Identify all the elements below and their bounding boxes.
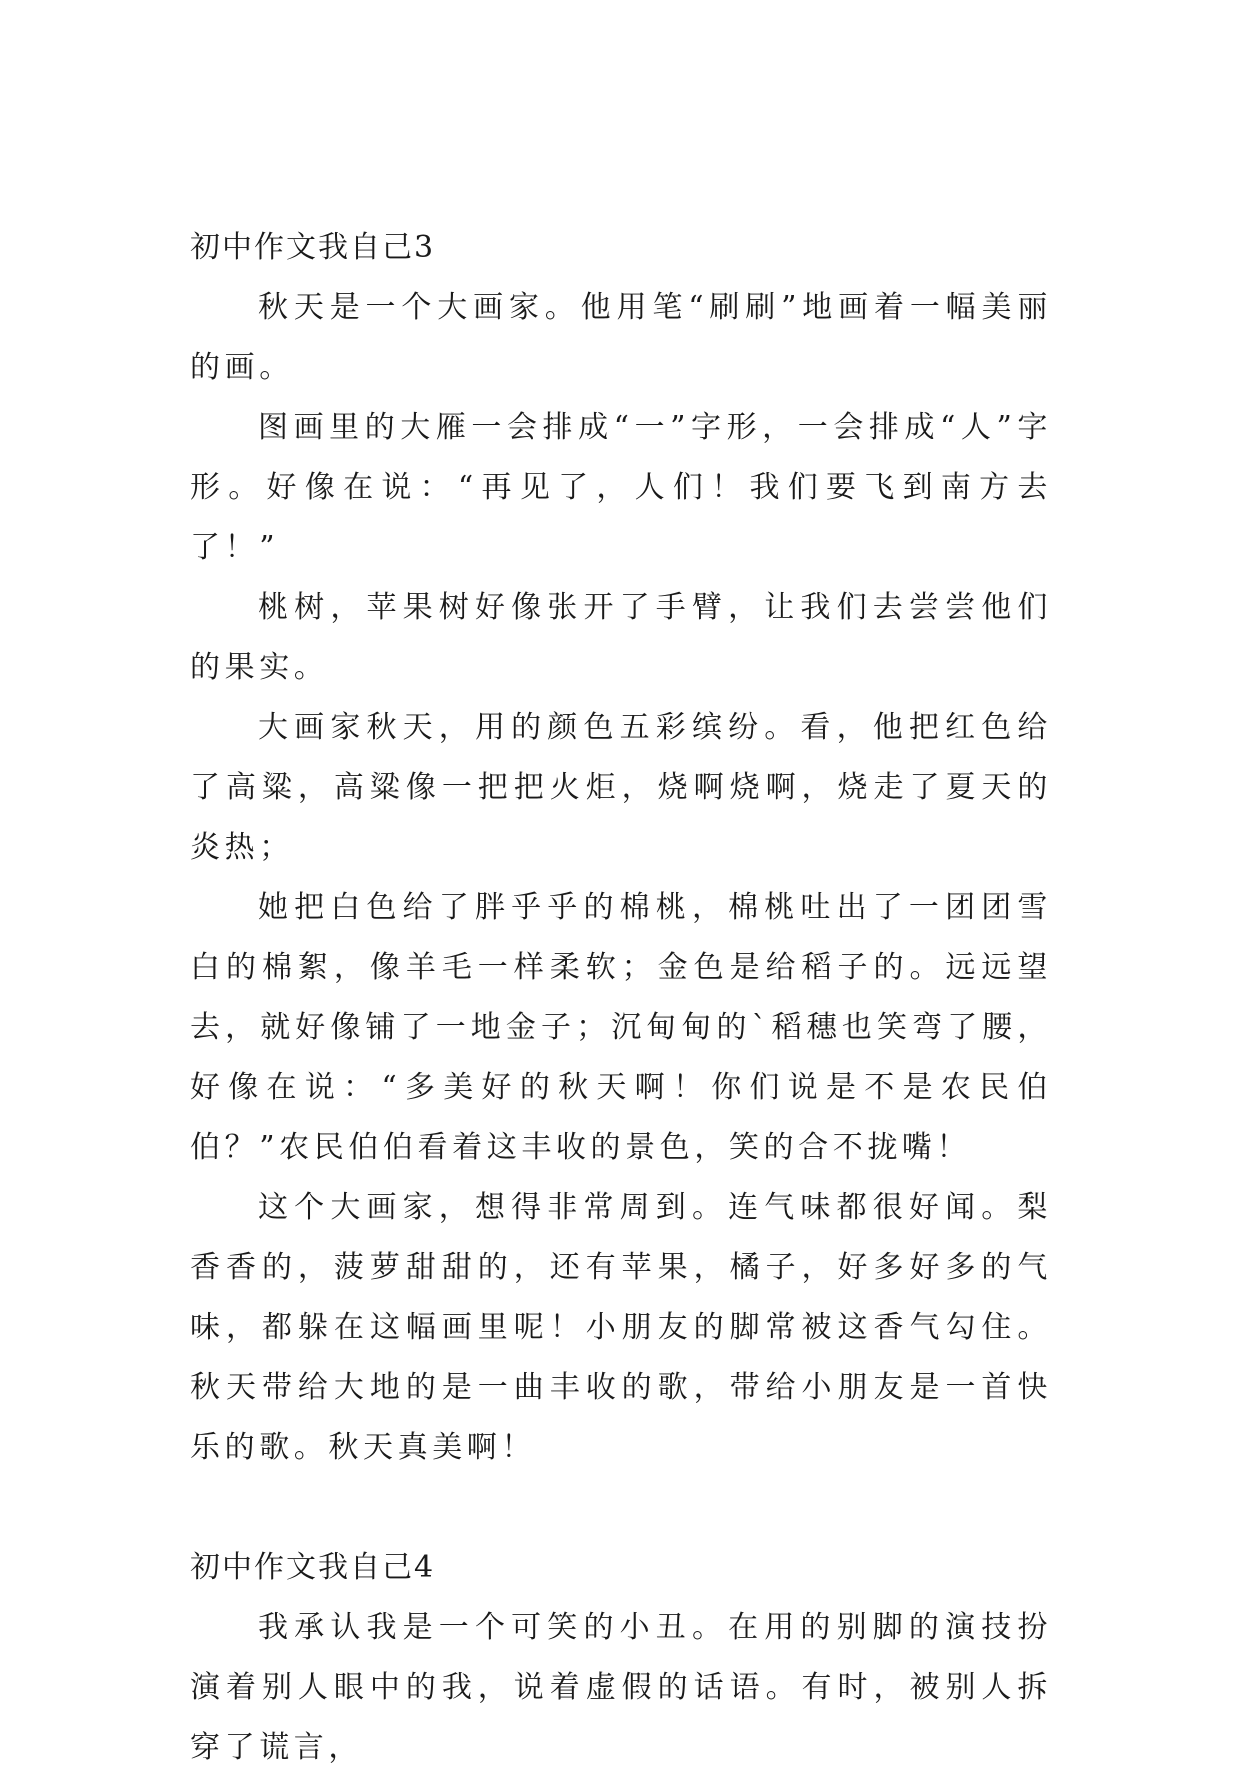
essay-paragraph: 这个大画家，想得非常周到。连气味都很好闻。梨香香的，菠萝甜甜的，还有苹果，橘子，好多好多的气味，都躲在这幅画里呢！小朋友的脚常被这香气勾住。秋天带给大地的是一曲丰收的歌，带给小朋友是一首快乐的歌。秋天真美啊！ bbox=[190, 1190, 1052, 1465]
essay-paragraph: 我承认我是一个可笑的小丑。在用的别脚的演技扮演着别人眼中的我，说着虚假的话语。有时，被别人拆穿了谎言， bbox=[190, 1610, 1052, 1765]
essay-section-3 bbox=[190, 218, 1052, 1478]
essay-title: 初中作文我自己3 bbox=[190, 230, 436, 265]
essay-paragraph: 图画里的大雁一会排成“一”字形，一会排成“人”字形。好像在说：“再见了，人们！我们要飞到南方去了！” bbox=[190, 410, 1052, 565]
document-body bbox=[190, 218, 1052, 1778]
essay-section-4 bbox=[190, 1538, 1052, 1778]
essay-title: 初中作文我自己4 bbox=[190, 1550, 436, 1585]
essay-paragraph: 她把白色给了胖乎乎的棉桃，棉桃吐出了一团团雪白的棉絮，像羊毛一样柔软；金色是给稻子的。远远望去，就好像铺了一地金子；沉甸甸的`稻穗也笑弯了腰，好像在说：“多美好的秋天啊！你们说是不是农民伯伯？”农民伯伯看着这丰收的景色，笑的合不拢嘴！ bbox=[190, 890, 1052, 1165]
essay-paragraph: 大画家秋天，用的颜色五彩缤纷。看，他把红色给了高粱，高粱像一把把火炬，烧啊烧啊，烧走了夏天的炎热； bbox=[190, 710, 1052, 865]
essay-paragraph: 桃树，苹果树好像张开了手臂，让我们去尝尝他们的果实。 bbox=[190, 590, 1052, 685]
essay-paragraph: 秋天是一个大画家。他用笔“刷刷”地画着一幅美丽的画。 bbox=[190, 290, 1052, 385]
section-divider bbox=[190, 1478, 1052, 1538]
